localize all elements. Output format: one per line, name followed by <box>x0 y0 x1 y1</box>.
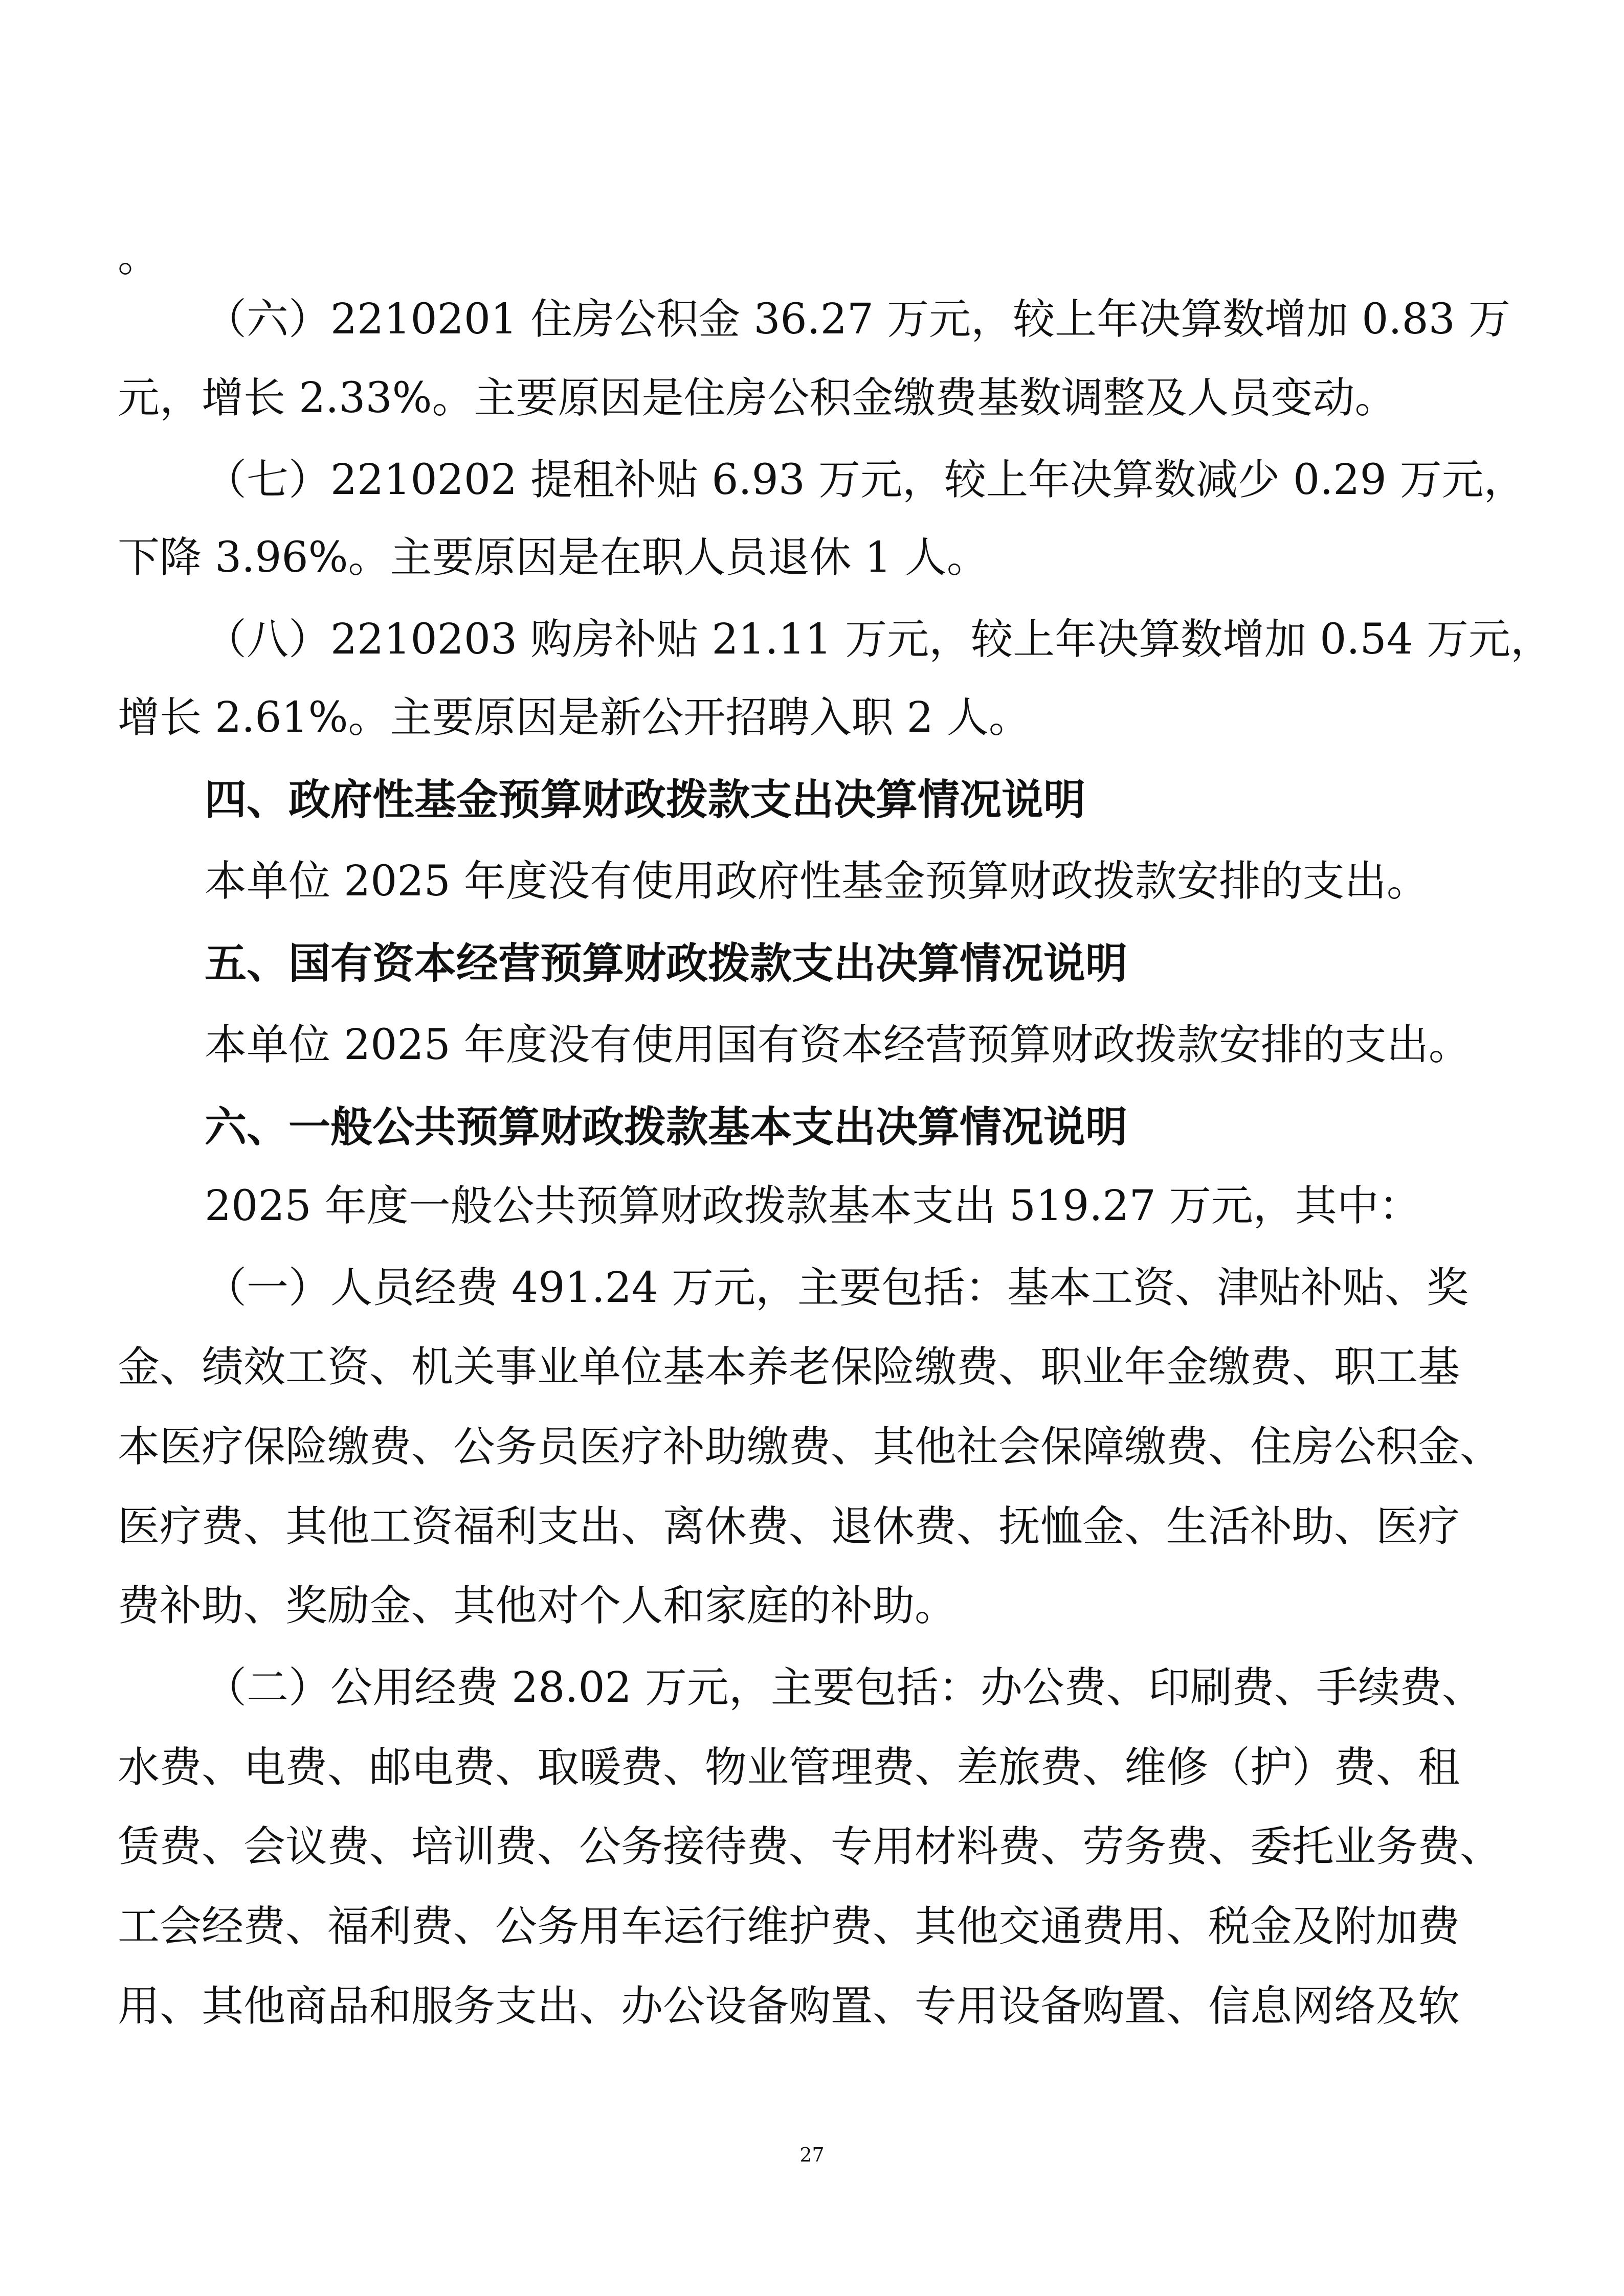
text-line: 本医疗保险缴费、公务员医疗补助缴费、其他社会保障缴费、住房公积金、 <box>118 1423 1502 1471</box>
text-line: （二）公用经费 28.02 万元，主要包括：办公费、印刷费、手续费、 <box>205 1663 1484 1712</box>
text-line: 下降 3.96%。主要原因是在职人员退休 1 人。 <box>118 533 989 582</box>
text-line: 增长 2.61%。主要原因是新公开招聘入职 2 人。 <box>118 693 1031 742</box>
section-heading: 六、一般公共预算财政拨款基本支出决算情况说明 <box>205 1102 1128 1152</box>
text-line: 赁费、会议费、培训费、公务接待费、专用材料费、劳务费、委托业务费、 <box>118 1822 1502 1871</box>
text-line: （八）2210203 购房补贴 21.11 万元，较上年决算数增加 0.54 万元， <box>205 615 1552 664</box>
text-line: （六）2210201 住房公积金 36.27 万元，较上年决算数增加 0.83 万 <box>205 295 1510 344</box>
text-line: 2025 年度一般公共预算财政拨款基本支出 519.27 万元，其中： <box>205 1182 1421 1230</box>
text-line: （一）人员经费 491.24 万元，主要包括：基本工资、津贴补贴、奖 <box>205 1264 1469 1312</box>
text-line: 工会经费、福利费、公务用车运行维护费、其他交通费用、税金及附加费 <box>118 1902 1460 1951</box>
text-line: 。 <box>118 233 160 281</box>
text-line: 金、绩效工资、机关事业单位基本养老保险缴费、职业年金缴费、职工基 <box>118 1343 1460 1391</box>
text-line: （七）2210202 提租补贴 6.93 万元，较上年决算数减少 0.29 万元， <box>205 456 1526 504</box>
text-line: 本单位 2025 年度没有使用政府性基金预算财政拨款安排的支出。 <box>205 857 1429 906</box>
text-line: 元，增长 2.33%。主要原因是住房公积金缴费基数调整及人员变动。 <box>118 374 1397 422</box>
section-heading: 四、政府性基金预算财政拨款支出决算情况说明 <box>205 775 1086 824</box>
text-line: 水费、电费、邮电费、取暖费、物业管理费、差旅费、维修（护）费、租 <box>118 1743 1460 1792</box>
page-number: 27 <box>799 2144 825 2166</box>
section-heading: 五、国有资本经营预算财政拨款支出决算情况说明 <box>205 939 1128 988</box>
text-line: 用、其他商品和服务支出、办公设备购置、专用设备购置、信息网络及软 <box>118 1982 1460 2031</box>
text-line: 医疗费、其他工资福利支出、离休费、退休费、抚恤金、生活补助、医疗 <box>118 1502 1460 1551</box>
text-line: 本单位 2025 年度没有使用国有资本经营预算财政拨款安排的支出。 <box>205 1021 1471 1069</box>
text-line: 费补助、奖励金、其他对个人和家庭的补助。 <box>118 1582 957 1630</box>
